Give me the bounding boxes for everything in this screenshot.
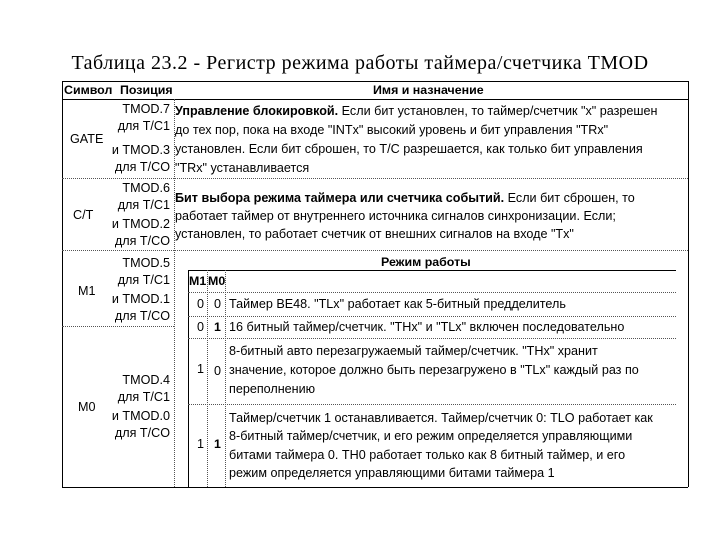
modes-col-m1: M1	[189, 274, 207, 288]
row-separator	[62, 250, 688, 251]
position-line: для T/CO	[114, 234, 170, 248]
symbol-ct: C/T	[73, 208, 94, 222]
mode-m0-value: 0	[214, 297, 222, 311]
mode-m0-value: 0	[214, 364, 222, 378]
position-line: и TMOD.3	[111, 143, 170, 157]
description-gate-line1: Управление блокировкой. Если бит установлен, то таймер/счетчик "x" разрешен	[175, 104, 658, 118]
position-line: для T/CO	[114, 309, 170, 323]
modes-row-separator	[188, 338, 676, 339]
modes-row-separator	[188, 316, 676, 317]
description-ct-line1: Бит выбора режима таймера или счетчика событий. Если бит сброшен, то	[175, 191, 635, 205]
mode-m1-value: 1	[197, 437, 205, 451]
position-line: для T/C1	[117, 119, 170, 133]
position-line: TMOD.5	[122, 256, 170, 270]
symbol-m0: M0	[78, 400, 96, 414]
mode-m0-value: 1	[214, 437, 221, 451]
modes-row-separator	[188, 292, 676, 293]
description-ct-bold: Бит выбора режима таймера или счетчика событий.	[175, 191, 505, 205]
table-bottom-border	[62, 487, 688, 488]
description-line: установлен, то работает счетчик от внешних сигналов на входе "Tx"	[175, 227, 574, 241]
description-line: до тех пор, пока на входе "INTx" высокий уровень и бит управления "TRx"	[175, 123, 609, 137]
mode-m0-value: 1	[214, 320, 221, 334]
description-line: "TRx" устанавливается	[175, 161, 310, 175]
header-position: Позиция	[120, 83, 173, 97]
position-line: и TMOD.2	[111, 217, 170, 231]
modes-header: Режим работы	[381, 255, 471, 269]
description-line: установлен. Если бит сброшен, то T/C разрешается, как только бит управления	[175, 142, 643, 156]
mode-description: 8-битный таймер/счетчик, и его режим определяется управляющими	[229, 429, 633, 443]
position-line: TMOD.4	[122, 373, 170, 387]
position-line: TMOD.7	[122, 102, 170, 116]
modes-row-separator	[188, 404, 676, 405]
mode-description: Таймер ВЕ48. "TLx" работает как 5-битный предделитель	[229, 297, 566, 311]
position-line: для T/C1	[117, 390, 170, 404]
description-gate-bold: Управление блокировкой.	[175, 104, 339, 118]
mode-description: 16 битный таймер/счетчик. "THx" и "TLx" включен последовательно	[229, 320, 625, 334]
table-title: Таблица 23.2 - Регистр режима работы таймера/счетчика TMOD	[71, 52, 649, 74]
header-symbol: Символ	[64, 83, 113, 97]
position-line: для T/CO	[114, 426, 170, 440]
position-line: для T/C1	[117, 198, 170, 212]
table-right-border	[688, 81, 689, 487]
row-separator	[62, 326, 174, 327]
mode-description: битами таймера 0. TH0 работает только как 8 битный таймер, и его	[229, 448, 626, 462]
mode-m1-value: 0	[197, 320, 205, 334]
modes-col-m0: M0	[208, 274, 226, 288]
row-separator	[62, 178, 688, 179]
symbol-gate: GATE	[70, 132, 104, 146]
modes-top-border	[188, 270, 676, 271]
mode-description: значение, которое должно быть перезагружено в "TLx" каждый раз по	[229, 363, 639, 377]
description-line: работает таймер от внутреннего источника сигналов синхронизации. Если;	[175, 209, 616, 223]
mode-description: переполнению	[229, 382, 316, 396]
position-line: для T/CO	[114, 160, 170, 174]
mode-m1-value: 1	[197, 362, 205, 376]
mode-description: режим определяется управляющими битами таймера 1	[229, 466, 555, 480]
position-line: для T/C1	[117, 273, 170, 287]
modes-col-divider	[225, 270, 226, 487]
position-line: и TMOD.1	[111, 292, 170, 306]
header-bottom-border	[62, 99, 688, 100]
mode-description: Таймер/счетчик 1 останавливается. Таймер/счетчик 0: TLO работает как	[229, 411, 653, 425]
position-line: и TMOD.0	[111, 409, 170, 423]
mode-description: 8-битный авто перезагружаемый таймер/счетчик. "THx" хранит	[229, 344, 598, 358]
header-name: Имя и назначение	[373, 83, 484, 97]
modes-left-border	[188, 270, 189, 487]
modes-col-divider	[207, 270, 208, 487]
position-line: TMOD.6	[122, 181, 170, 195]
column-divider	[174, 99, 175, 487]
symbol-m1: M1	[78, 284, 96, 298]
mode-m1-value: 0	[197, 297, 205, 311]
